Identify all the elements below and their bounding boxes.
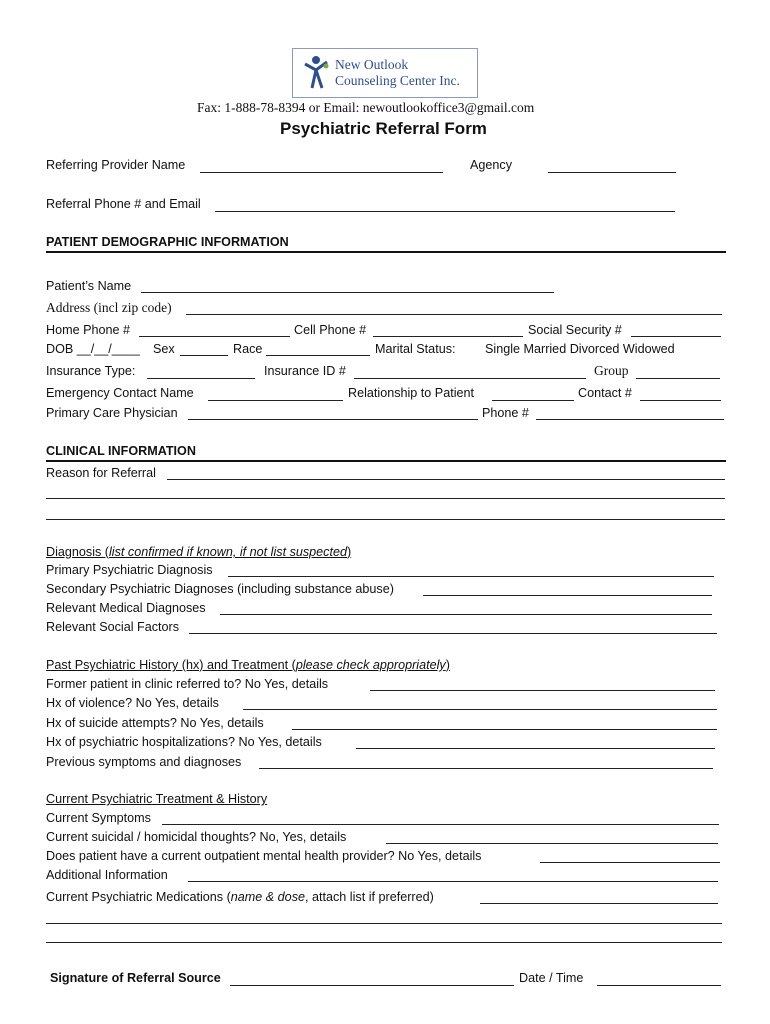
primary-field[interactable]: [228, 576, 714, 577]
social-field[interactable]: [189, 633, 717, 634]
ssn-label: Social Security #: [528, 323, 622, 337]
pcp-phone-field[interactable]: [536, 419, 724, 420]
contact-field[interactable]: [640, 400, 721, 401]
demographics-heading: PATIENT DEMOGRAPHIC INFORMATION: [46, 235, 289, 249]
reason-field[interactable]: [167, 479, 725, 480]
reason-label: Reason for Referral: [46, 466, 156, 480]
signature-field[interactable]: [230, 985, 514, 986]
previous-label: Previous symptoms and diagnoses: [46, 755, 242, 769]
insurance-id-field[interactable]: [354, 378, 586, 379]
reason-field-line-3[interactable]: [46, 519, 725, 520]
insurance-type-label: Insurance Type:: [46, 364, 136, 378]
dob-field[interactable]: DOB __/__/____: [46, 342, 140, 356]
cell-phone-label: Cell Phone #: [294, 323, 367, 337]
insurance-id-label: Insurance ID #: [264, 364, 346, 378]
secondary-label: Secondary Psychiatric Diagnoses (including substance abuse): [46, 582, 394, 596]
group-field[interactable]: [636, 378, 720, 379]
patient-name-field[interactable]: [141, 292, 554, 293]
race-label: Race: [233, 342, 263, 356]
patient-name-label: Patient’s Name: [46, 279, 132, 293]
symptoms-field[interactable]: [162, 824, 719, 825]
phone-email-label: Referral Phone # and Email: [46, 197, 201, 211]
provider-field[interactable]: [200, 172, 443, 173]
suicide-label: Hx of suicide attempts? No Yes, details: [46, 716, 264, 730]
clinical-heading: CLINICAL INFORMATION: [46, 444, 196, 458]
address-field[interactable]: [186, 314, 722, 315]
home-phone-field[interactable]: [139, 336, 290, 337]
provider-question-label: Does patient have a current outpatient mental health provider? No Yes, details: [46, 849, 482, 863]
pcp-field[interactable]: [188, 419, 478, 420]
agency-field[interactable]: [548, 172, 676, 173]
sex-label: Sex: [153, 342, 175, 356]
additional-label: Additional Information: [46, 868, 168, 882]
insurance-type-field[interactable]: [147, 378, 255, 379]
relationship-label: Relationship to Patient: [348, 386, 475, 400]
symptoms-label: Current Symptoms: [46, 811, 151, 825]
hosp-field[interactable]: [356, 748, 715, 749]
divider: [46, 251, 726, 253]
suicidal-field[interactable]: [386, 843, 718, 844]
date-label: Date / Time: [519, 971, 584, 985]
cell-phone-field[interactable]: [373, 336, 523, 337]
race-field[interactable]: [266, 355, 370, 356]
group-label: Group: [594, 363, 629, 378]
past-history-heading: Past Psychiatric History (hx) and Treatment (please check appropriately): [46, 658, 450, 672]
contact-label: Contact #: [578, 386, 632, 400]
primary-label: Primary Psychiatric Diagnosis: [46, 563, 213, 577]
marital-label: Marital Status:: [375, 342, 456, 356]
former-label: Former patient in clinic referred to? No Yes, details: [46, 677, 329, 691]
suicidal-label: Current suicidal / homicidal thoughts? No, Yes, details: [46, 830, 347, 844]
medical-field[interactable]: [220, 614, 712, 615]
previous-field[interactable]: [259, 768, 713, 769]
pcp-phone-label: Phone #: [482, 406, 529, 420]
signature-label: Signature of Referral Source: [50, 971, 221, 985]
reason-field-line-2[interactable]: [46, 498, 725, 499]
medications-label: Current Psychiatric Medications (name & dose, attach list if preferred): [46, 890, 434, 904]
agency-label: Agency: [470, 158, 513, 172]
emergency-field[interactable]: [208, 400, 343, 401]
hosp-label: Hx of psychiatric hospitalizations? No Yes, details: [46, 735, 322, 749]
additional-field[interactable]: [188, 881, 718, 882]
marital-options[interactable]: Single Married Divorced Widowed: [485, 342, 675, 356]
logo-line-2: Counseling Center Inc.: [335, 73, 460, 88]
provider-label: Referring Provider Name: [46, 158, 186, 172]
relationship-field[interactable]: [492, 400, 574, 401]
medications-field-line-2[interactable]: [46, 923, 722, 924]
medications-field[interactable]: [480, 903, 718, 904]
former-field[interactable]: [370, 690, 715, 691]
violence-field[interactable]: [243, 709, 717, 710]
provider-question-field[interactable]: [540, 862, 720, 863]
phone-email-field[interactable]: [215, 211, 675, 212]
address-label: Address (incl zip code): [46, 300, 172, 315]
logo: [292, 48, 478, 98]
pcp-label: Primary Care Physician: [46, 406, 178, 420]
logo-figure-icon: [301, 54, 331, 92]
current-treatment-heading: Current Psychiatric Treatment & History: [46, 792, 268, 806]
logo-line-1: New Outlook: [335, 57, 409, 72]
sex-field[interactable]: [180, 355, 228, 356]
suicide-field[interactable]: [292, 729, 717, 730]
home-phone-label: Home Phone #: [46, 323, 131, 337]
date-field[interactable]: [597, 985, 721, 986]
ssn-field[interactable]: [631, 336, 721, 337]
medications-field-line-3[interactable]: [46, 942, 722, 943]
page-title: Psychiatric Referral Form: [280, 119, 487, 138]
divider: [46, 460, 726, 462]
emergency-label: Emergency Contact Name: [46, 386, 194, 400]
diagnosis-heading: Diagnosis (list confirmed if known, if not list suspected): [46, 545, 352, 559]
violence-label: Hx of violence? No Yes, details: [46, 696, 219, 710]
contact-line: Fax: 1-888-78-8394 or Email: newoutlookoffice3@gmail.com: [197, 100, 535, 115]
social-label: Relevant Social Factors: [46, 620, 179, 634]
medical-label: Relevant Medical Diagnoses: [46, 601, 206, 615]
secondary-field[interactable]: [423, 595, 712, 596]
